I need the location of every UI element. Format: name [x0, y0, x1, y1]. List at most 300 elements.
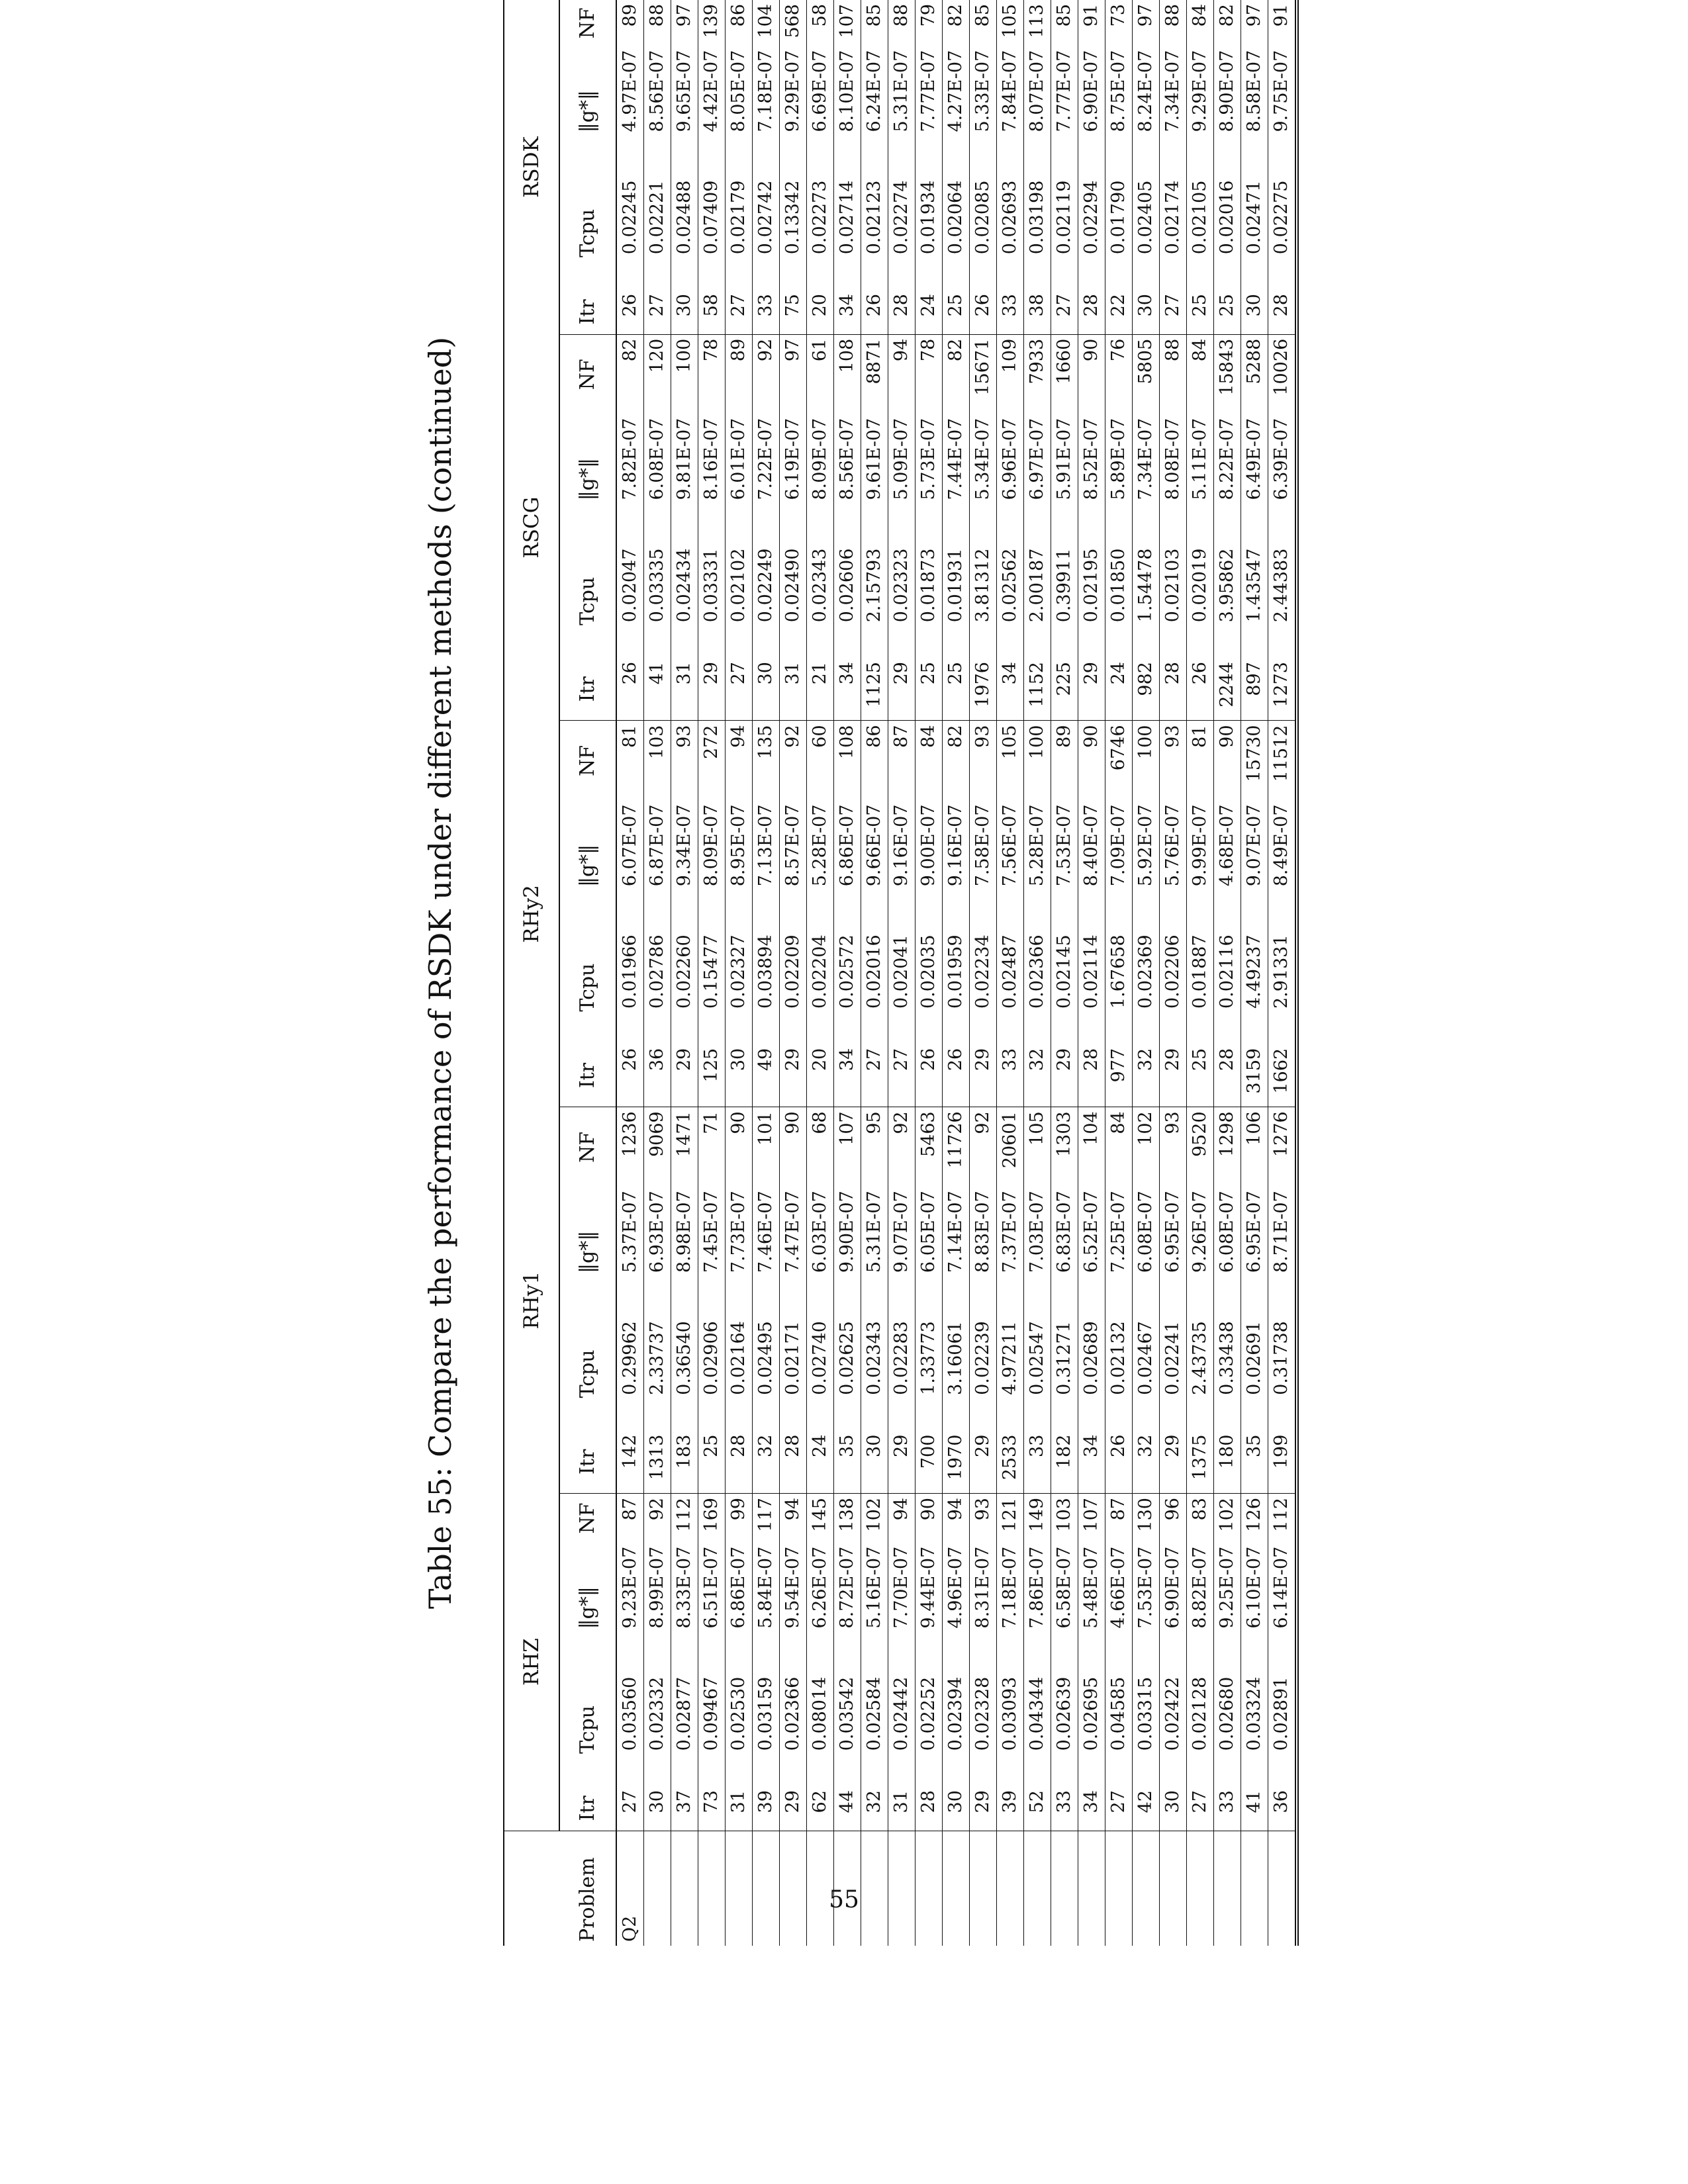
- table-cell: 58: [810, 4, 830, 27]
- table-cell: 0.03315: [1135, 1676, 1156, 1751]
- table-cell: 4.96E-07: [945, 1546, 966, 1629]
- table-cell: 6.01E-07: [728, 418, 749, 500]
- table-cell: 90: [1078, 721, 1105, 800]
- table-cell: 92: [644, 1494, 671, 1543]
- table-cell: 8.22E-07: [1217, 418, 1237, 500]
- table-cell: 36: [647, 1048, 667, 1071]
- table-row: [1160, 0, 1187, 1946]
- table-cell: 90: [726, 1107, 753, 1187]
- table-cell: 9.23E-07: [620, 1546, 640, 1629]
- table-cell: 8.95E-07: [728, 804, 749, 887]
- table-cell: 28: [1217, 1048, 1237, 1071]
- table-cell: 0.02174: [1162, 180, 1183, 255]
- table-cell: 2.33737: [647, 1321, 667, 1395]
- table-cell: 0.02294: [1081, 180, 1102, 255]
- table-cell: 38: [1027, 294, 1047, 317]
- table-cell: 7.34E-07: [1162, 50, 1183, 132]
- table-cell: 1236: [616, 1107, 644, 1187]
- table-cell: 5.76E-07: [1162, 804, 1183, 887]
- table-cell: 100: [1133, 721, 1160, 800]
- table-cell: 0.01887: [1190, 934, 1210, 1009]
- table-cell: 7.14E-07: [945, 1191, 966, 1273]
- problem-header-spacer: [504, 1831, 559, 1946]
- table-cell: 5.73E-07: [918, 418, 939, 500]
- table-cell: 0.04585: [1108, 1676, 1129, 1751]
- table-cell: 0.02442: [891, 1676, 912, 1751]
- table-cell: 25: [1217, 294, 1237, 317]
- table-cell: 0.02572: [837, 934, 857, 1009]
- table-cell: 149: [1024, 1494, 1051, 1543]
- table-cell: 0.02016: [864, 934, 884, 1009]
- table-cell: 897: [1244, 662, 1264, 696]
- table-cell: 5.09E-07: [891, 418, 912, 500]
- table-cell: 84: [1190, 4, 1210, 27]
- table-cell: 112: [671, 1494, 698, 1543]
- table-cell: 27: [1108, 1790, 1129, 1813]
- table-cell: 0.02695: [1081, 1676, 1102, 1751]
- table-cell: 34: [1081, 1790, 1102, 1813]
- group-header-row: [504, 0, 559, 1946]
- table-cell: 7.44E-07: [945, 418, 966, 500]
- table-cell: 20: [810, 294, 830, 317]
- table-cell: 28: [1081, 294, 1102, 317]
- table-cell: 34: [837, 1048, 857, 1071]
- table-cell: 1.43547: [1244, 548, 1264, 623]
- table-cell: 2533: [1000, 1434, 1020, 1480]
- table-cell: 99: [726, 1494, 753, 1543]
- table-cell: 2.15793: [864, 548, 884, 623]
- table-cell: 92: [753, 334, 780, 414]
- table-row: [807, 0, 834, 1946]
- table-cell: 25: [918, 662, 939, 685]
- table-row: [1133, 0, 1160, 1946]
- table-cell: 0.02041: [891, 934, 912, 1009]
- table-cell: 73: [1108, 4, 1129, 27]
- table-cell: 0.02206: [1162, 934, 1183, 1009]
- table-cell: 32: [1027, 1048, 1047, 1071]
- table-cell: 26: [972, 294, 993, 317]
- table-cell: 60: [807, 721, 834, 800]
- table-cell: 0.02085: [972, 180, 993, 255]
- table-cell: 24: [810, 1434, 830, 1457]
- table-cell: 33: [1000, 294, 1020, 317]
- table-cell: 0.02405: [1135, 180, 1156, 255]
- table-cell: 89: [726, 334, 753, 414]
- column-header-row: [559, 0, 616, 1946]
- table-cell: 1976: [972, 662, 993, 707]
- table-cell: 102: [1214, 1494, 1241, 1543]
- table-cell: 0.02239: [972, 1321, 993, 1395]
- table-cell: 9.25E-07: [1217, 1546, 1237, 1629]
- table-cell: 9.07E-07: [891, 1191, 912, 1273]
- table-cell: 0.03198: [1027, 180, 1047, 255]
- column-header: Itr: [559, 290, 616, 334]
- table-cell: 7.70E-07: [891, 1546, 912, 1629]
- table-cell: 0.02434: [674, 548, 694, 623]
- table-cell: 28: [782, 1434, 803, 1457]
- table-cell: 28: [918, 1790, 939, 1813]
- table-cell: 6.08E-07: [1217, 1191, 1237, 1273]
- table-cell: 0.02249: [755, 548, 776, 623]
- table-cell: 82: [616, 334, 644, 414]
- table-row: [753, 0, 780, 1946]
- table-cell: 1125: [864, 662, 884, 707]
- table-cell: 0.02171: [782, 1321, 803, 1395]
- table-cell: 37: [674, 1790, 694, 1813]
- table-cell: 1970: [945, 1434, 966, 1480]
- table-cell: 31: [674, 662, 694, 685]
- table-cell: 0.02547: [1027, 1321, 1047, 1395]
- table-cell: 0.02252: [918, 1676, 939, 1751]
- problem-header: Problem: [559, 1831, 616, 1946]
- table-cell: 24: [918, 294, 939, 317]
- table-cell: 5.16E-07: [864, 1546, 884, 1629]
- column-header: ‖g*‖: [559, 1187, 616, 1317]
- table-cell: 9.16E-07: [945, 804, 966, 887]
- table-cell: 0.02906: [701, 1321, 722, 1395]
- table-cell: 42: [1135, 1790, 1156, 1813]
- table-cell: 1298: [1214, 1107, 1241, 1187]
- problem-cell: [915, 1831, 943, 1946]
- problem-cell: [726, 1831, 753, 1946]
- table-cell: 29: [972, 1048, 993, 1071]
- table-cell: 36: [1271, 1790, 1291, 1813]
- table-cell: 0.02275: [1271, 180, 1291, 255]
- table-cell: 68: [807, 1107, 834, 1187]
- table-cell: 84: [1105, 1107, 1133, 1187]
- table-cell: 121: [997, 1494, 1024, 1543]
- table-cell: 2244: [1217, 662, 1237, 707]
- table-cell: 0.01966: [620, 934, 640, 1009]
- table-cell: 26: [620, 1048, 640, 1071]
- table-cell: 6.24E-07: [864, 50, 884, 132]
- table-cell: 100: [1024, 721, 1051, 800]
- table-cell: 25: [1190, 1048, 1210, 1071]
- table-cell: 27: [620, 1790, 640, 1813]
- table-cell: 8.09E-07: [810, 418, 830, 500]
- table-cell: 5.28E-07: [810, 804, 830, 887]
- table-cell: 8.99E-07: [647, 1546, 667, 1629]
- table-cell: 0.02562: [1000, 548, 1020, 623]
- table-cell: 25: [701, 1434, 722, 1457]
- table-cell: 8.31E-07: [972, 1546, 993, 1629]
- table-cell: 9520: [1187, 1107, 1214, 1187]
- table-cell: 0.02283: [891, 1321, 912, 1395]
- table-cell: 0.02691: [1244, 1321, 1264, 1395]
- table-cell: 0.02786: [647, 934, 667, 1009]
- table-cell: 33: [1000, 1048, 1020, 1071]
- table-cell: 0.02221: [647, 180, 667, 255]
- problem-cell: [644, 1831, 671, 1946]
- column-header: Itr: [559, 658, 616, 721]
- table-cell: 15843: [1214, 334, 1241, 414]
- table-cell: 9.81E-07: [674, 418, 694, 500]
- table-cell: 1276: [1268, 1107, 1297, 1187]
- table-row: [1214, 0, 1241, 1946]
- table-cell: 0.02343: [810, 548, 830, 623]
- table-cell: 7.58E-07: [972, 804, 993, 887]
- table-row: [726, 0, 753, 1946]
- table-cell: 34: [837, 294, 857, 317]
- table-cell: 0.09467: [701, 1676, 722, 1751]
- table-cell: 7.73E-07: [728, 1191, 749, 1273]
- table-cell: 30: [728, 1048, 749, 1071]
- table-cell: 0.01959: [945, 934, 966, 1009]
- table-cell: 0.02625: [837, 1321, 857, 1395]
- table-cell: 0.01790: [1108, 180, 1129, 255]
- table-cell: 2.91331: [1271, 934, 1291, 1009]
- table-cell: 9.16E-07: [891, 804, 912, 887]
- table-cell: 8.83E-07: [972, 1191, 993, 1273]
- table-cell: 7.77E-07: [1054, 50, 1074, 132]
- table-cell: 0.39911: [1054, 548, 1074, 623]
- table-cell: 0.02693: [1000, 180, 1020, 255]
- table-cell: 8.08E-07: [1162, 418, 1183, 500]
- table-cell: 96: [1160, 1494, 1187, 1543]
- problem-cell: [1024, 1831, 1051, 1946]
- table-cell: 26: [620, 294, 640, 317]
- table-cell: 78: [915, 334, 943, 414]
- table-cell: 5.31E-07: [864, 1191, 884, 1273]
- table-cell: 145: [807, 1494, 834, 1543]
- table-cell: 0.02891: [1271, 1676, 1291, 1751]
- table-cell: 7.77E-07: [918, 50, 939, 132]
- table-row: [1187, 0, 1214, 1946]
- table-cell: 33: [1054, 1790, 1074, 1813]
- column-header: Tcpu: [559, 931, 616, 1044]
- table-cell: 0.15477: [701, 934, 722, 1009]
- table-cell: 8.75E-07: [1108, 50, 1129, 132]
- table-cell: 26: [945, 1048, 966, 1071]
- table-cell: 27: [1054, 294, 1074, 317]
- table-cell: 6.83E-07: [1054, 1191, 1074, 1273]
- table-row: [1268, 0, 1297, 1946]
- table-cell: 0.03542: [837, 1676, 857, 1751]
- table-cell: 22: [1108, 294, 1129, 317]
- problem-cell: [753, 1831, 780, 1946]
- table-cell: 9.00E-07: [918, 804, 939, 887]
- table-cell: 27: [647, 294, 667, 317]
- table-cell: 7.03E-07: [1027, 1191, 1047, 1273]
- table-cell: 6.08E-07: [647, 418, 667, 500]
- table-cell: 6.86E-07: [728, 1546, 749, 1629]
- table-cell: 4.27E-07: [945, 50, 966, 132]
- rotated-table-block: [410, 0, 1337, 1946]
- table-cell: 29: [1054, 1048, 1074, 1071]
- column-header: Tcpu: [559, 1673, 616, 1786]
- table-cell: 31: [728, 1790, 749, 1813]
- table-cell: 0.02128: [1190, 1676, 1210, 1751]
- table-row: [834, 0, 861, 1946]
- table-cell: 32: [755, 1434, 776, 1457]
- table-cell: 78: [698, 334, 726, 414]
- table-cell: 41: [647, 662, 667, 685]
- table-cell: 83: [1187, 1494, 1214, 1543]
- table-cell: 6.05E-07: [918, 1191, 939, 1273]
- table-cell: 21: [810, 662, 830, 685]
- problem-cell: [1214, 1831, 1241, 1946]
- table-cell: 138: [834, 1494, 861, 1543]
- table-cell: 29: [1081, 662, 1102, 685]
- table-cell: 8.98E-07: [674, 1191, 694, 1273]
- table-cell: 6.95E-07: [1244, 1191, 1264, 1273]
- table-cell: 9.07E-07: [1244, 804, 1264, 887]
- table-cell: 27: [1162, 294, 1183, 317]
- table-cell: 1313: [647, 1434, 667, 1480]
- table-cell: 0.02714: [837, 180, 857, 255]
- table-cell: 5.48E-07: [1081, 1546, 1102, 1629]
- table-cell: 7.37E-07: [1000, 1191, 1020, 1273]
- table-cell: 0.02584: [864, 1676, 884, 1751]
- table-cell: 0.02328: [972, 1676, 993, 1751]
- table-cell: 4.68E-07: [1217, 804, 1237, 887]
- table-cell: 8.16E-07: [701, 418, 722, 500]
- table-cell: 26: [918, 1048, 939, 1071]
- table-cell: 8.49E-07: [1271, 804, 1291, 887]
- table-cell: 97: [780, 334, 807, 414]
- table-cell: 15730: [1241, 721, 1268, 800]
- table-cell: 142: [620, 1434, 640, 1469]
- table-cell: 6.39E-07: [1271, 418, 1291, 500]
- problem-cell: [970, 1831, 997, 1946]
- table-cell: 6.49E-07: [1244, 418, 1264, 500]
- table-cell: 0.02490: [782, 548, 803, 623]
- table-cell: 76: [1105, 334, 1133, 414]
- table-cell: 9.75E-07: [1271, 50, 1291, 132]
- table-cell: 9.26E-07: [1190, 1191, 1210, 1273]
- table-cell: 2.43735: [1190, 1321, 1210, 1395]
- table-cell: 0.02145: [1054, 934, 1074, 1009]
- table-cell: 1662: [1271, 1048, 1291, 1094]
- table-cell: 100: [671, 334, 698, 414]
- table-cell: 6.08E-07: [1135, 1191, 1156, 1273]
- table-cell: 94: [726, 721, 753, 800]
- table-cell: 27: [728, 662, 749, 685]
- table-cell: 89: [1051, 721, 1078, 800]
- table-cell: 0.02680: [1217, 1676, 1237, 1751]
- table-cell: 90: [1078, 334, 1105, 414]
- table-cell: 90: [915, 1494, 943, 1543]
- table-cell: 31: [782, 662, 803, 685]
- problem-cell: [1078, 1831, 1105, 1946]
- column-header: Tcpu: [559, 177, 616, 290]
- table-cell: 0.02116: [1217, 934, 1237, 1009]
- table-cell: 94: [780, 1494, 807, 1543]
- table-cell: 84: [1187, 334, 1214, 414]
- table-cell: 86: [861, 721, 888, 800]
- table-row: [997, 0, 1024, 1946]
- table-cell: 183: [674, 1434, 694, 1469]
- table-cell: 107: [1078, 1494, 1105, 1543]
- table-cell: 0.02467: [1135, 1321, 1156, 1395]
- table-cell: 112: [1268, 1494, 1297, 1543]
- table-cell: 20: [810, 1048, 830, 1071]
- table-cell: 0.02327: [728, 934, 749, 1009]
- table-cell: 81: [1187, 721, 1214, 800]
- table-cell: 113: [1027, 4, 1047, 38]
- table-cell: 7.25E-07: [1108, 1191, 1129, 1273]
- table-cell: 6.87E-07: [647, 804, 667, 887]
- table-cell: 0.02035: [918, 934, 939, 1009]
- table-cell: 9.29E-07: [782, 50, 803, 132]
- table-cell: 6.69E-07: [810, 50, 830, 132]
- table-cell: 29: [891, 1434, 912, 1457]
- table-cell: 7.13E-07: [755, 804, 776, 887]
- table-cell: 102: [1133, 1107, 1160, 1187]
- table-cell: 1273: [1271, 662, 1291, 707]
- table-cell: 5288: [1241, 334, 1268, 414]
- table-cell: 93: [671, 721, 698, 800]
- table-cell: 62: [810, 1790, 830, 1813]
- table-cell: 88: [891, 4, 912, 27]
- table-row: [1024, 0, 1051, 1946]
- table-cell: 49: [755, 1048, 776, 1071]
- table-cell: 0.02273: [810, 180, 830, 255]
- table-cell: 82: [945, 4, 966, 27]
- table-cell: 0.02877: [674, 1676, 694, 1751]
- table-cell: 126: [1241, 1494, 1268, 1543]
- table-cell: 25: [945, 662, 966, 685]
- table-cell: 0.02102: [728, 548, 749, 623]
- table-cell: 88: [1162, 4, 1183, 27]
- table-cell: 95: [861, 1107, 888, 1187]
- table-cell: 0.04344: [1027, 1676, 1047, 1751]
- table-cell: 8.72E-07: [837, 1546, 857, 1629]
- table-cell: 94: [888, 1494, 915, 1543]
- table-row: [943, 0, 970, 1946]
- table-cell: 5805: [1133, 334, 1160, 414]
- table-cell: 6.26E-07: [810, 1546, 830, 1629]
- problem-cell: [1105, 1831, 1133, 1946]
- table-cell: 7.45E-07: [701, 1191, 722, 1273]
- table-cell: 2.44383: [1271, 548, 1291, 623]
- table-cell: 107: [837, 4, 857, 38]
- column-header: ‖g*‖: [559, 800, 616, 931]
- table-cell: 29: [972, 1434, 993, 1457]
- table-cell: 28: [891, 294, 912, 317]
- table-cell: 6.90E-07: [1081, 50, 1102, 132]
- table-cell: 8871: [861, 334, 888, 414]
- table-cell: 0.02422: [1162, 1676, 1183, 1751]
- table-cell: 0.31271: [1054, 1321, 1074, 1395]
- table-cell: 6.93E-07: [647, 1191, 667, 1273]
- table-cell: 5.34E-07: [972, 418, 993, 500]
- table-cell: 33: [1027, 1434, 1047, 1457]
- table-cell: 35: [1244, 1434, 1264, 1457]
- table-cell: 2.00187: [1027, 548, 1047, 623]
- table-cell: 81: [616, 721, 644, 800]
- table-cell: 29: [1162, 1434, 1183, 1457]
- table-cell: 6.86E-07: [837, 804, 857, 887]
- table-cell: 0.02103: [1162, 548, 1183, 623]
- table-cell: 0.01850: [1108, 548, 1129, 623]
- table-cell: 0.03324: [1244, 1676, 1264, 1751]
- table-cell: 26: [620, 662, 640, 685]
- table-cell: 1.67658: [1108, 934, 1129, 1009]
- table-cell: 29: [701, 662, 722, 685]
- table-cell: 28: [1081, 1048, 1102, 1071]
- table-cell: 6.58E-07: [1054, 1546, 1074, 1629]
- table-cell: 9.65E-07: [674, 50, 694, 132]
- table-cell: 0.02394: [945, 1676, 966, 1751]
- table-cell: 982: [1135, 662, 1156, 696]
- group-header-rscg: RSCG: [504, 334, 559, 721]
- table-cell: 6.19E-07: [782, 418, 803, 500]
- table-row: [616, 0, 644, 1946]
- table-cell: 3.95862: [1217, 548, 1237, 623]
- table-cell: 8.33E-07: [674, 1546, 694, 1629]
- table-cell: 8.09E-07: [701, 804, 722, 887]
